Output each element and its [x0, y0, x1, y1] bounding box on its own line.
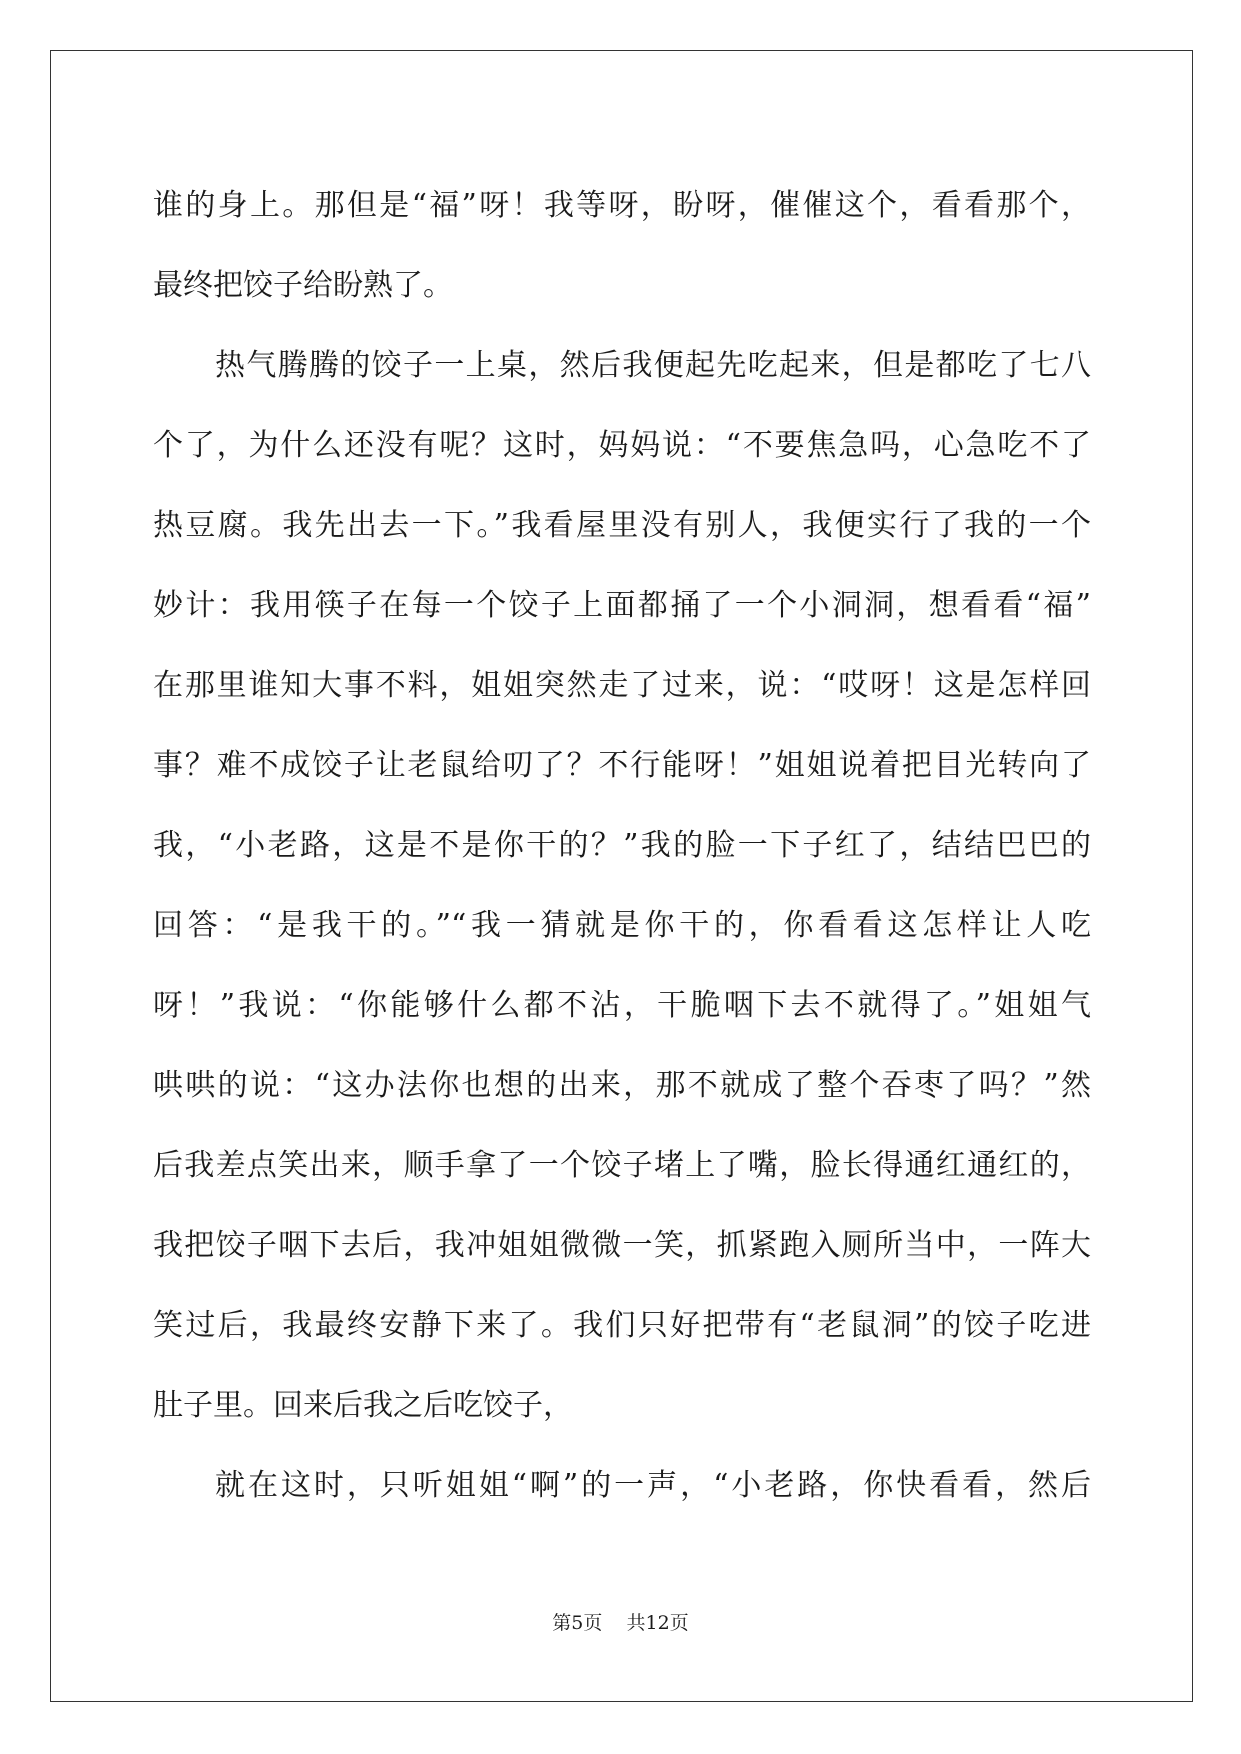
text-line: 我，“小老路，这是不是你干的？”我的脸一下子红了，结结巴巴的 — [153, 828, 1091, 863]
text-line: 在那里谁知大事不料，姐姐突然走了过来，说：“哎呀！这是怎样回 — [153, 668, 1091, 703]
text-line: 事？难不成饺子让老鼠给叨了？不行能呀！”姐姐说着把目光转向了 — [153, 748, 1091, 783]
text-line: 热气腾腾的饺子一上桌，然后我便起先吃起来，但是都吃了七八 — [215, 348, 1091, 383]
text-line: 呀！”我说：“你能够什么都不沾，干脆咽下去不就得了。”姐姐气 — [153, 988, 1091, 1023]
text-line: 肚子里。回来后我之后吃饺子， — [153, 1388, 573, 1423]
text-line: 就在这时，只听姐姐“啊”的一声，“小老路，你快看看，然后 — [215, 1468, 1091, 1503]
text-line: 谁的身上。那但是“福”呀！我等呀，盼呀，催催这个，看看那个， — [153, 188, 1091, 223]
text-line: 个了，为什么还没有呢？这时，妈妈说：“不要焦急吗，心急吃不了 — [153, 428, 1091, 463]
text-line: 后我差点笑出来，顺手拿了一个饺子堵上了嘴，脸长得通红通红的， — [153, 1148, 1091, 1183]
page-number: 第5页 — [552, 1612, 603, 1634]
footer-spacer — [602, 1612, 626, 1634]
document-body — [153, 166, 1091, 1526]
text-line: 回答：“是我干的。”“我一猜就是你干的，你看看这怎样让人吃 — [153, 908, 1091, 943]
text-line: 我把饺子咽下去后，我冲姐姐微微一笑，抓紧跑入厕所当中，一阵大 — [153, 1228, 1091, 1263]
text-line: 最终把饺子给盼熟了。 — [153, 268, 453, 303]
page-total: 共12页 — [626, 1612, 689, 1634]
page-footer — [0, 1608, 1241, 1635]
text-line: 哄哄的说：“这办法你也想的出来，那不就成了整个吞枣了吗？”然 — [153, 1068, 1091, 1103]
text-line: 妙计：我用筷子在每一个饺子上面都捅了一个小洞洞，想看看“福” — [153, 588, 1091, 623]
text-line: 笑过后，我最终安静下来了。我们只好把带有“老鼠洞”的饺子吃进 — [153, 1308, 1091, 1343]
text-line: 热豆腐。我先出去一下。”我看屋里没有别人，我便实行了我的一个 — [153, 508, 1091, 543]
